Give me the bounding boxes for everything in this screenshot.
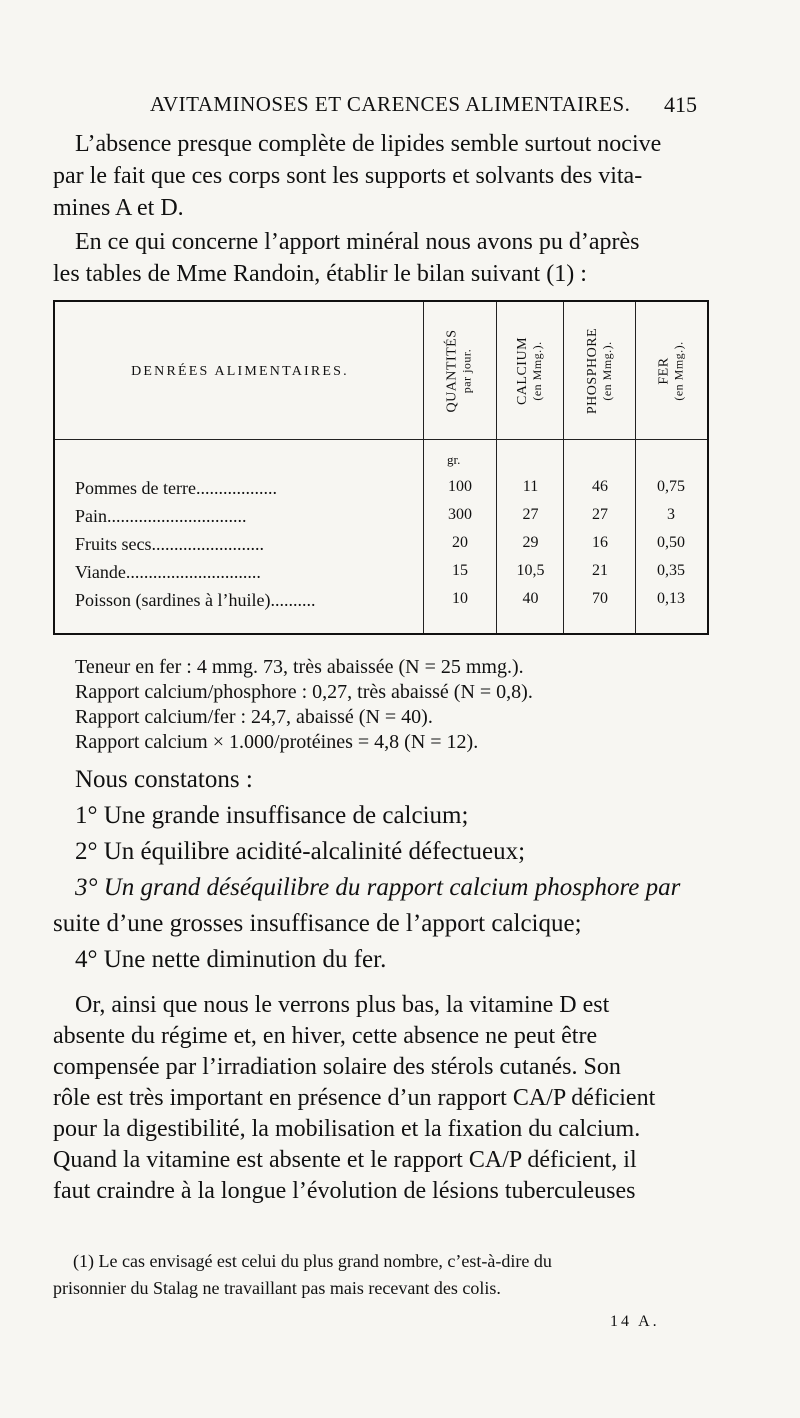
header-calcium-label: CALCIUM — [515, 336, 530, 406]
finding-item: 1° Une grande insuffisance de calcium; — [75, 802, 469, 829]
note-line: Rapport calcium/fer : 24,7, abaissé (N = 40). — [75, 706, 433, 728]
row-label: Viande.............................. — [75, 562, 261, 582]
cell-calcium: 10,5 — [516, 562, 545, 579]
cell-fer: 0,75 — [657, 478, 685, 495]
text-line: faut craindre à la longue l’évolution de lésions tuberculeuses — [53, 1178, 636, 1204]
row-label: Poisson (sardines à l’huile).......... — [75, 590, 316, 610]
row-label: Pommes de terre.................. — [75, 478, 277, 498]
header-rule — [55, 439, 707, 440]
finding-item: 2° Un équilibre acidité-alcalinité défectueux; — [75, 838, 526, 865]
note-line: Teneur en fer : 4 mmg. 73, très abaissée (N = 25 mmg.). — [75, 656, 524, 678]
header-denrees: DENRÉES ALIMENTAIRES. — [131, 364, 349, 379]
text-line: compensée par l’irradiation solaire des stérols cutanés. Son — [53, 1054, 621, 1080]
header-calcium — [505, 312, 555, 430]
page-number: 415 — [664, 92, 697, 117]
cell-fer: 0,50 — [657, 534, 685, 551]
table-row — [55, 562, 705, 586]
header-fer — [647, 312, 697, 430]
footnote-line: (1) Le cas envisagé est celui du plus grand nombre, c’est-à-dire du — [73, 1251, 552, 1271]
table-row — [55, 478, 705, 502]
cell-phosphore: 16 — [592, 534, 608, 551]
cell-qty: 300 — [448, 506, 472, 523]
text-line: Quand la vitamine est absente et le rapport CA/P déficient, il — [53, 1147, 637, 1173]
cell-calcium: 29 — [522, 534, 539, 551]
row-label: Fruits secs......................... — [75, 534, 264, 554]
text-line: L’absence presque complète de lipides semble surtout nocive — [75, 131, 662, 157]
header-phosphore-label: PHOSPHORE — [585, 327, 601, 415]
text-line: rôle est très important en présence d’un rapport CA/P déficient — [53, 1085, 656, 1111]
signature-mark: 14 A. — [610, 1313, 660, 1330]
unit-label: gr. — [447, 452, 461, 467]
note-line: Rapport calcium/phosphore : 0,27, très abaissé (N = 0,8). — [75, 681, 533, 703]
row-label: Pain............................... — [75, 506, 247, 526]
text-line: absente du régime et, en hiver, cette absence ne peut être — [53, 1023, 598, 1049]
paragraph-vitamine-d — [53, 990, 709, 1207]
header-fer-sub: (en Mmg.). — [672, 341, 687, 401]
header-phosphore-sub: (en Mmg.). — [600, 341, 615, 401]
cell-phosphore: 27 — [592, 506, 608, 523]
header-calcium-sub: (en Mmg.). — [530, 341, 544, 401]
cell-phosphore: 70 — [592, 590, 608, 607]
cell-phosphore: 21 — [592, 562, 608, 579]
header-quantites — [435, 312, 485, 430]
text-line: mines A et D. — [53, 195, 184, 221]
text-line: par le fait que ces corps sont les supports et solvants des vita- — [53, 163, 643, 189]
cell-fer: 3 — [667, 506, 675, 523]
text-line: En ce qui concerne l’apport minéral nous avons pu d’après — [75, 229, 640, 255]
cell-phosphore: 46 — [592, 478, 608, 495]
text-line: les tables de Mme Randoin, établir le bilan suivant (1) : — [53, 261, 587, 287]
cell-qty: 100 — [448, 478, 472, 495]
mineral-table — [53, 300, 709, 635]
findings-list — [53, 762, 713, 978]
text-line: pour la digestibilité, la mobilisation et la fixation du calcium. — [53, 1116, 641, 1142]
running-head: AVITAMINOSES ET CARENCES ALIMENTAIRES. — [150, 92, 631, 116]
findings-intro: Nous constatons : — [75, 766, 253, 793]
cell-fer: 0,35 — [657, 562, 685, 579]
text-line: Or, ainsi que nous le verrons plus bas, la vitamine D est — [75, 992, 610, 1018]
cell-qty: 20 — [452, 534, 468, 551]
cell-qty: 10 — [452, 590, 468, 607]
paragraph-lipides — [53, 128, 709, 224]
cell-qty: 15 — [452, 562, 468, 579]
note-line: Rapport calcium × 1.000/protéines = 4,8 (N = 12). — [75, 731, 479, 753]
table-row — [55, 590, 705, 614]
footnote — [53, 1248, 713, 1302]
table-row — [55, 506, 705, 530]
header-fer-label: FER — [657, 357, 673, 385]
footnote-line: prisonnier du Stalag ne travaillant pas mais recevant des colis. — [53, 1278, 501, 1298]
ratio-notes — [75, 655, 533, 755]
cell-fer: 0,13 — [657, 590, 685, 607]
finding-item: 3° Un grand déséquilibre du rapport calcium phosphore par — [75, 874, 681, 901]
header-quantites-sub: par jour. — [460, 348, 475, 394]
cell-calcium: 11 — [522, 478, 539, 495]
table-row — [55, 534, 705, 558]
paragraph-apport-mineral — [53, 226, 709, 290]
finding-item-continued: suite d’une grosses insuffisance de l’apport calcique; — [53, 910, 582, 937]
header-phosphore — [575, 312, 625, 430]
cell-calcium: 40 — [522, 590, 539, 607]
cell-calcium: 27 — [522, 506, 539, 523]
finding-item: 4° Une nette diminution du fer. — [75, 946, 387, 973]
header-quantites-label: QUANTITÉS — [445, 329, 461, 413]
